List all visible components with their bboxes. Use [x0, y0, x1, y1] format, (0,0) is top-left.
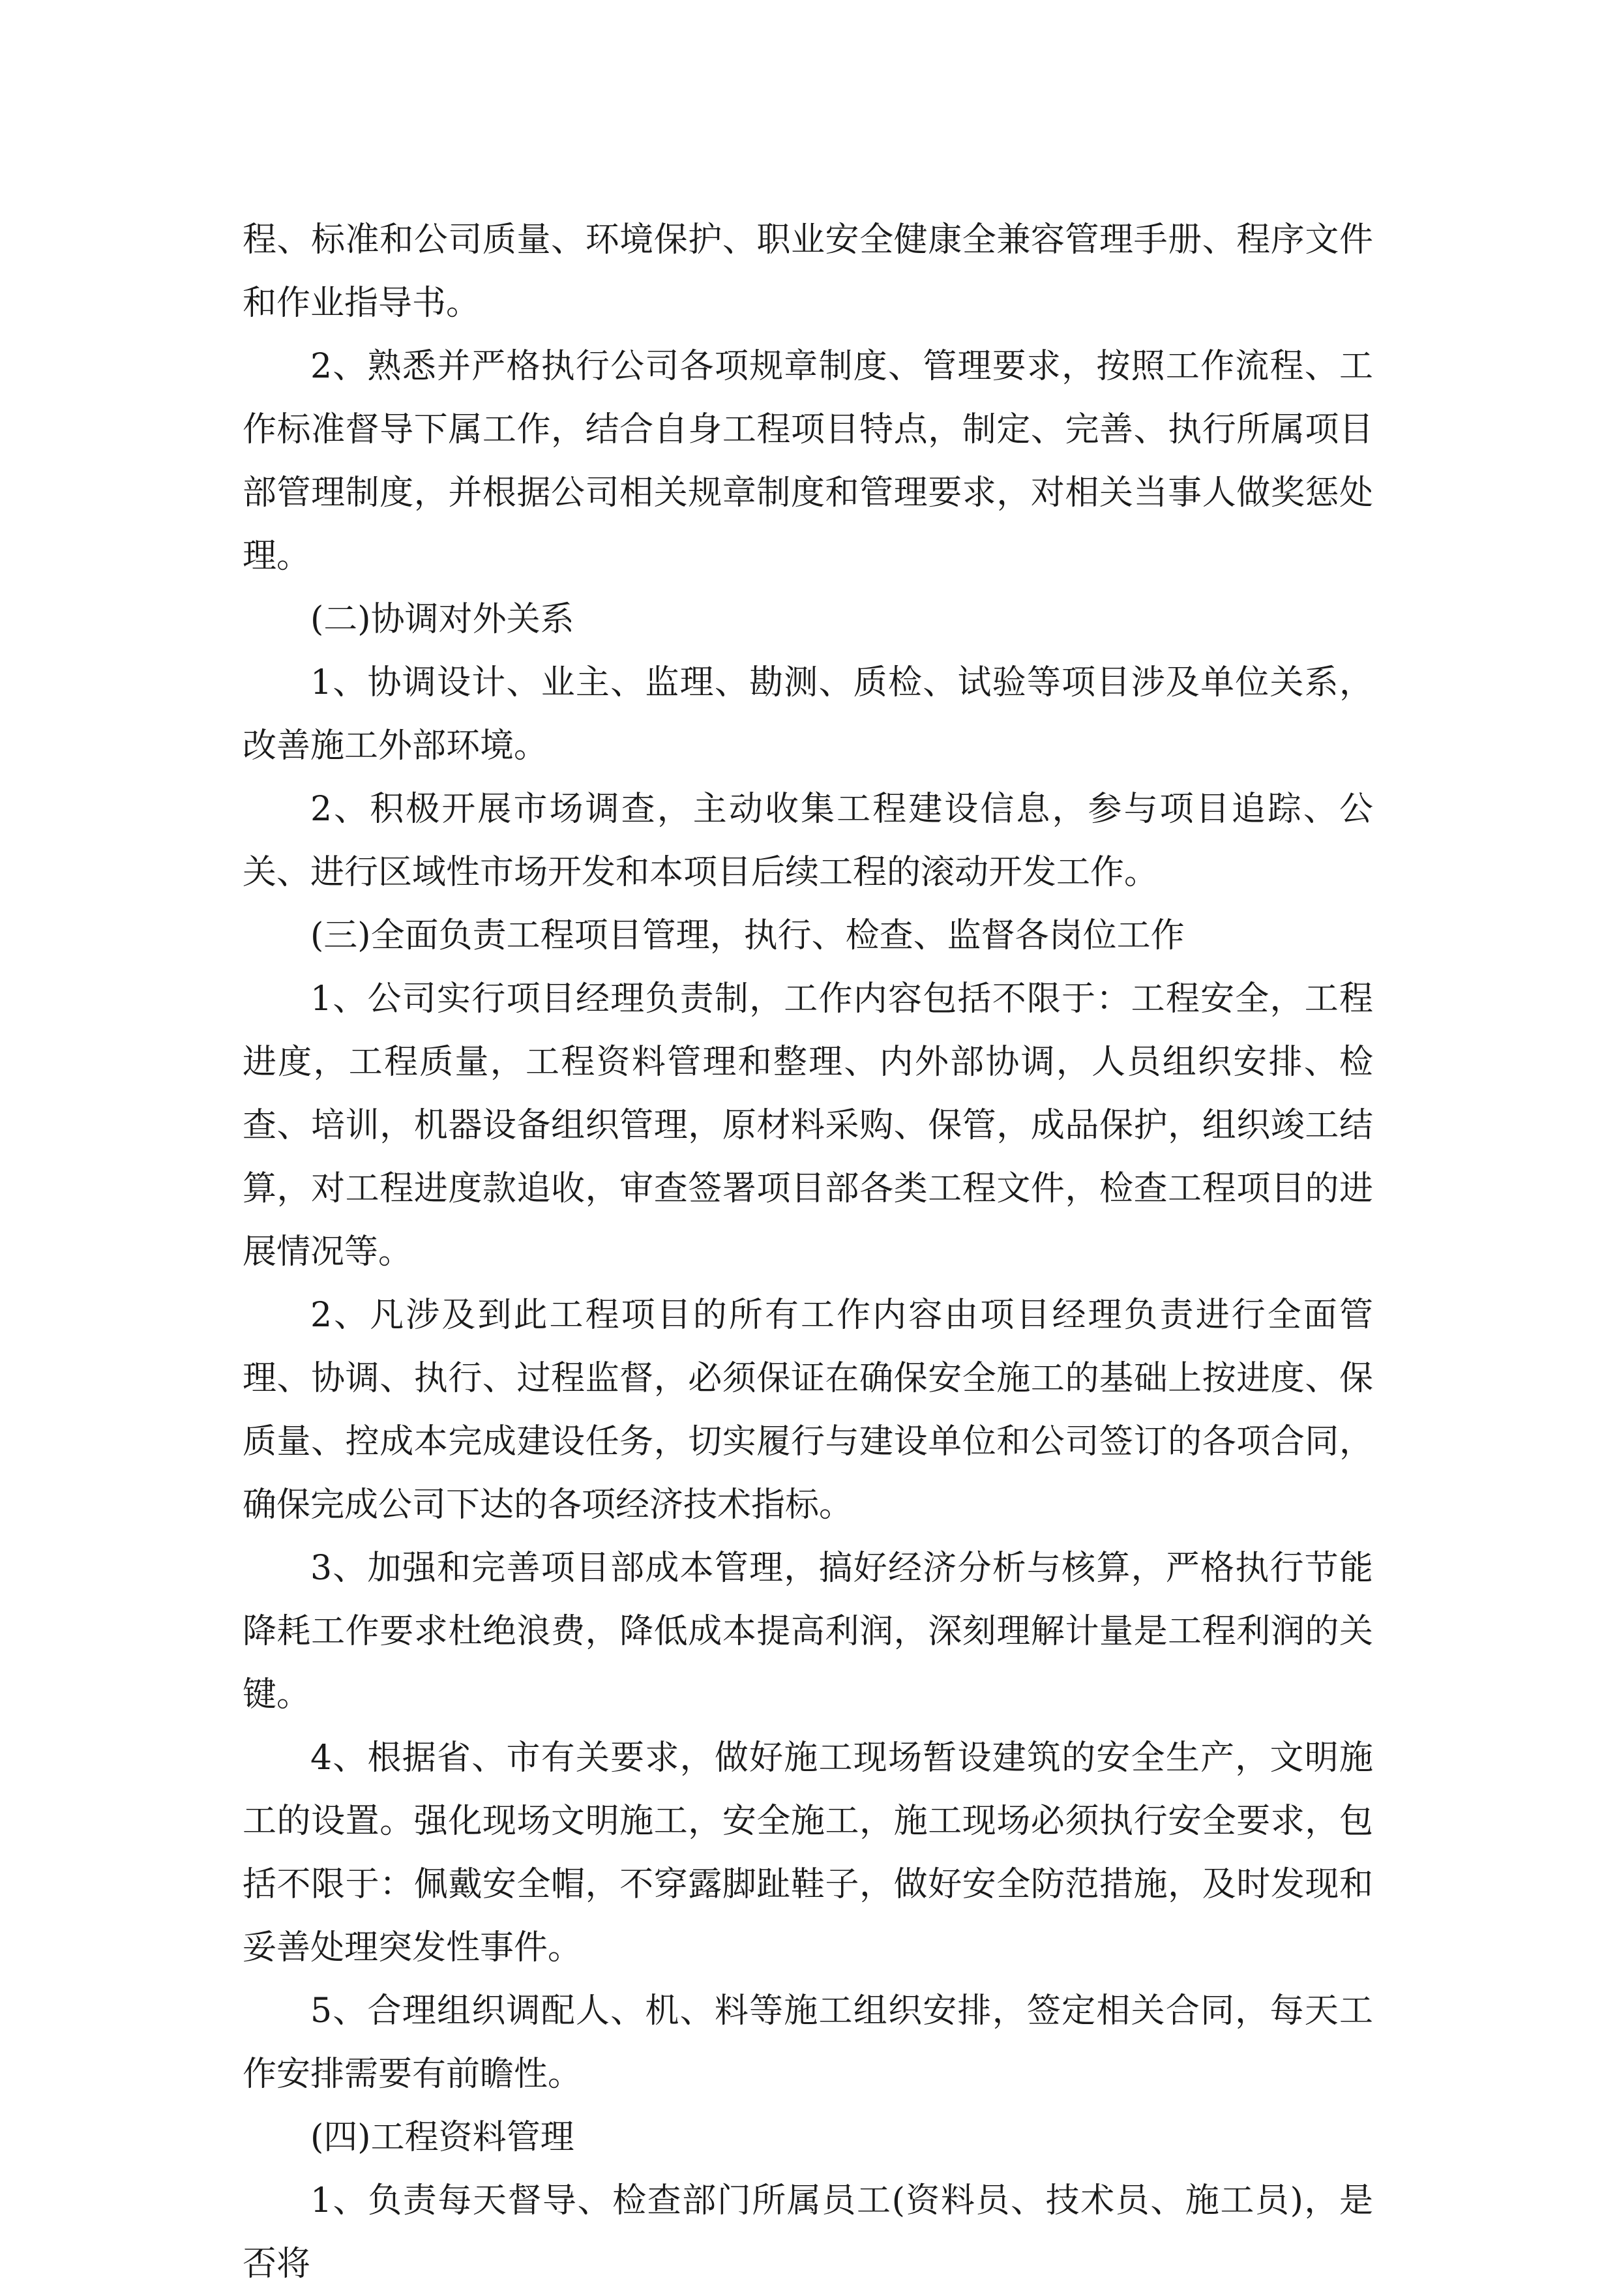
- list-item: 3、加强和完善项目部成本管理，搞好经济分析与核算，严格执行节能降耗工作要求杜绝浪费，降低成本提高利润，深刻理解计量是工程利润的关键。: [243, 1549, 1373, 1714]
- list-item: 2、熟悉并严格执行公司各项规章制度、管理要求，按照工作流程、工作标准督导下属工作，结合自身工程项目特点，制定、完善、执行所属项目部管理制度，并根据公司相关规章制度和管理要求，对相关当事人做奖惩处理。: [243, 347, 1373, 576]
- section-heading: (三)全面负责工程项目管理，执行、检查、监督各岗位工作: [310, 916, 1185, 955]
- list-item: 4、根据省、市有关要求，做好施工现场暂设建筑的安全生产，文明施工的设置。强化现场文明施工，安全施工，施工现场必须执行安全要求，包括不限于：佩戴安全帽，不穿露脚趾鞋子，做好安全防范措施，及时发现和妥善处理突发性事件。: [243, 1738, 1373, 1967]
- list-item: 2、积极开展市场调查，主动收集工程建设信息，参与项目追踪、公关、进行区域性市场开发和本项目后续工程的滚动开发工作。: [243, 790, 1373, 892]
- section-heading: (四)工程资料管理: [310, 2118, 574, 2157]
- paragraph-continuation: 程、标准和公司质量、环境保护、职业安全健康全兼容管理手册、程序文件和作业指导书。: [243, 220, 1373, 323]
- list-item: 1、负责每天督导、检查部门所属员工(资料员、技术员、施工员)，是否将: [243, 2181, 1373, 2284]
- document-body: [243, 209, 1373, 2296]
- list-item: 1、协调设计、业主、监理、勘测、质检、试验等项目涉及单位关系，改善施工外部环境。: [243, 663, 1373, 766]
- list-item: 2、凡涉及到此工程项目的所有工作内容由项目经理负责进行全面管理、协调、执行、过程监督，必须保证在确保安全施工的基础上按进度、保质量、控成本完成建设任务，切实履行与建设单位和公司签订的各项合同，确保完成公司下达的各项经济技术指标。: [243, 1296, 1373, 1525]
- section-heading: (二)协调对外关系: [310, 600, 574, 639]
- list-item: 5、合理组织调配人、机、料等施工组织安排，签定相关合同，每天工作安排需要有前瞻性。: [243, 1991, 1373, 2094]
- list-item: 1、公司实行项目经理负责制，工作内容包括不限于：工程安全，工程进度，工程质量，工程资料管理和整理、内外部协调，人员组织安排、检查、培训，机器设备组织管理，原材料采购、保管，成品保护，组织竣工结算，对工程进度款追收，审查签署项目部各类工程文件，检查工程项目的进展情况等。: [243, 979, 1373, 1272]
